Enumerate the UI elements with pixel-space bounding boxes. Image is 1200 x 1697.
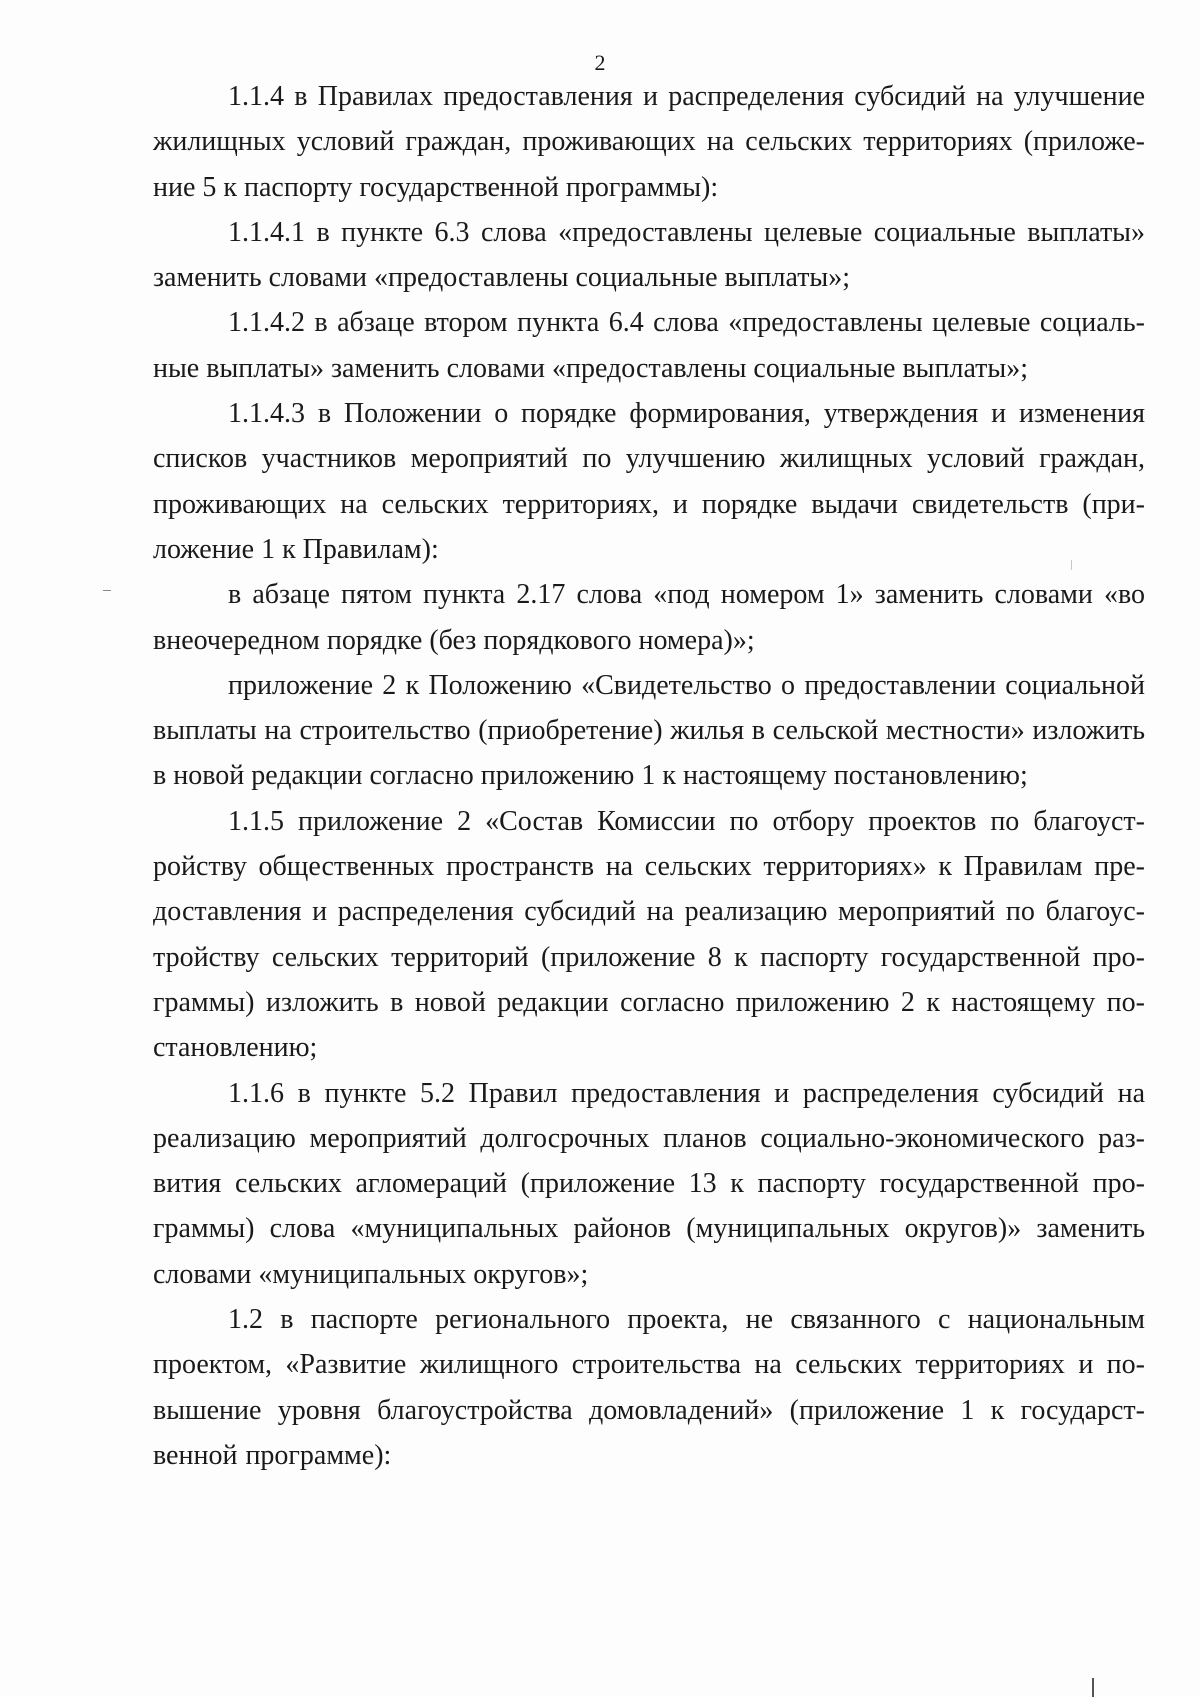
page-number: 2 bbox=[594, 50, 606, 75]
document-body bbox=[153, 74, 1145, 1478]
scan-artifact-mark bbox=[1071, 560, 1072, 570]
paragraph-1-1-5: 1.1.5 приложение 2 «Состав Комиссии по отбору проектов по благоустройству общественных пространств на сельских территориях» к Правилам предоставления и распределения субсидий на реализацию мероприятий по благоустройству сельских территорий (приложение 8 к паспорту государственной программы) изложить в новой редакции согласно приложению 2 к настоящему постановлению; bbox=[153, 805, 1145, 1064]
paragraph-1-1-4-2: 1.1.4.2 в абзаце втором пункта 6.4 слова «предоставлены целевые социальные выплаты» заменить словами «предоставлены социальные выплаты»; bbox=[153, 307, 1145, 384]
paragraph-1-1-4: 1.1.4 в Правилах предоставления и распределения субсидий на улучшение жилищных условий граждан, проживающих на сельских территориях (приложение 5 к паспорту государственной программы): bbox=[153, 81, 1145, 203]
paragraph-1-1-4-1: 1.1.4.1 в пункте 6.3 слова «предоставлены целевые социальные выплаты» заменить словами «предоставлены социальные выплаты»; bbox=[153, 216, 1145, 294]
paragraph-1-1-4-3: 1.1.4.3 в Положении о порядке формирования, утверждения и изменения списков участников мероприятий по улучшению жилищных условий граждан, проживающих на сельских территориях, и порядке выдачи свидетельств (приложение 1 к Правилам): bbox=[153, 398, 1145, 565]
paragraph-1-1-6: 1.1.6 в пункте 5.2 Правил предоставления и распределения субсидий на реализацию мероприятий долгосрочных планов социально-экономического развития сельских агломераций (приложение 13 к паспорту государственной программы) слова «муниципальных районов (муниципальных округов)» заменить словами «муниципальных округов»; bbox=[153, 1077, 1145, 1290]
scan-artifact-mark bbox=[1092, 1678, 1094, 1697]
paragraph-appendix-2: приложение 2 к Положению «Свидетельство о предоставлении социальной выплаты на строительство (приобретение) жилья в сельской местности» изложить в новой редакции согласно приложению 1 к настоящему постановлению; bbox=[153, 669, 1145, 792]
paragraph-clause-2-17: в абзаце пятом пункта 2.17 слова «под номером 1» заменить словами «во внеочередном порядке (без порядкового номера)»; bbox=[153, 579, 1145, 656]
paragraph-1-2: 1.2 в паспорте регионального проекта, не связанного с национальным проектом, «Развитие жилищного строительства на сельских территориях и повышение уровня благоустройства домовладений» (приложение 1 к государственной программе): bbox=[153, 1304, 1145, 1471]
scan-artifact-mark bbox=[103, 590, 111, 591]
